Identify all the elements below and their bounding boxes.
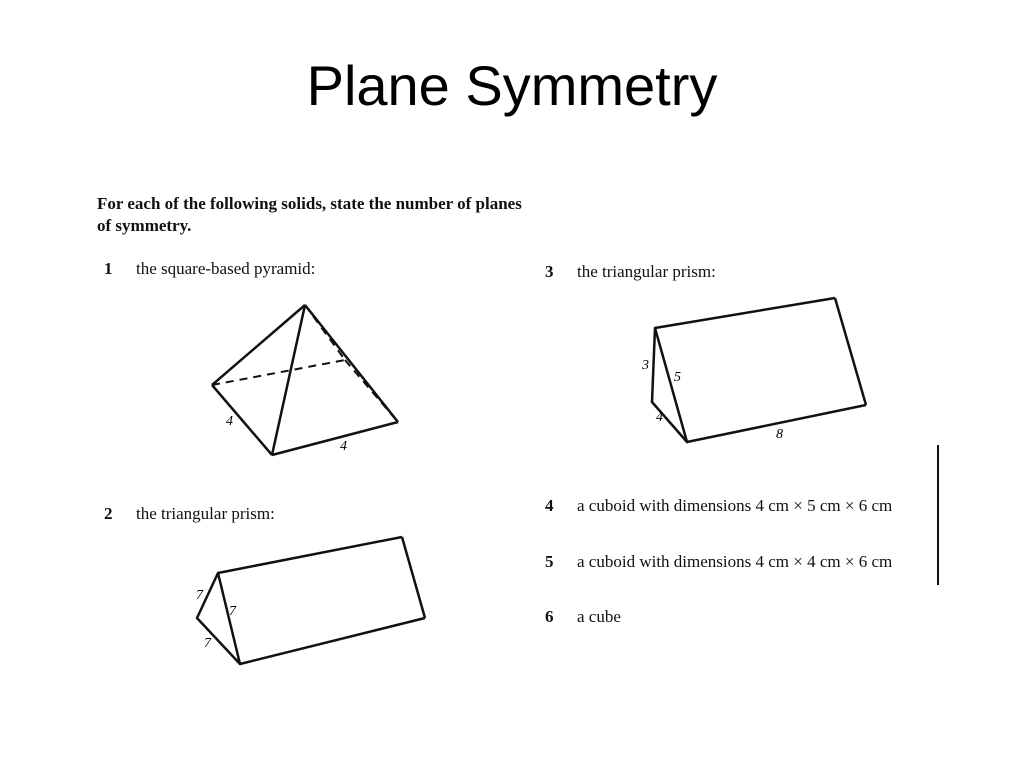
question-4-number: 4 xyxy=(545,496,554,515)
question-2-number: 2 xyxy=(104,504,113,523)
question-6-number: 6 xyxy=(545,607,554,626)
question-2-text: the triangular prism: xyxy=(136,504,275,523)
square-pyramid-diagram xyxy=(212,305,398,455)
question-3-text: the triangular prism: xyxy=(577,262,716,281)
question-5-number: 5 xyxy=(545,552,554,571)
prism2-bottom-label: 7 xyxy=(204,636,211,651)
question-4-text: a cuboid with dimensions 4 cm × 5 cm × 6 cm xyxy=(577,496,893,515)
question-1-text: the square-based pyramid: xyxy=(136,259,316,278)
question-5-text: a cuboid with dimensions 4 cm × 4 cm × 6 cm xyxy=(577,552,893,571)
question-6-text: a cube xyxy=(577,607,621,626)
prism3-height-label: 3 xyxy=(642,358,649,373)
question-3-number: 3 xyxy=(545,262,554,281)
prism2-inner-label: 7 xyxy=(229,604,236,619)
pyramid-base-label: 4 xyxy=(340,439,347,454)
question-1-number: 1 xyxy=(104,259,113,278)
prism2-left-label: 7 xyxy=(196,588,203,603)
pyramid-edge-label: 4 xyxy=(226,414,233,429)
triangular-prism-3-diagram xyxy=(652,298,866,442)
triangular-prism-2-diagram xyxy=(197,537,425,664)
prism3-base-label: 4 xyxy=(656,410,663,425)
prism3-slant-label: 5 xyxy=(674,370,681,385)
slide-title: Plane Symmetry xyxy=(306,54,718,117)
prism3-length-label: 8 xyxy=(776,427,783,442)
worksheet-instructions: For each of the following solids, state the number of planes of symmetry. xyxy=(97,194,522,235)
